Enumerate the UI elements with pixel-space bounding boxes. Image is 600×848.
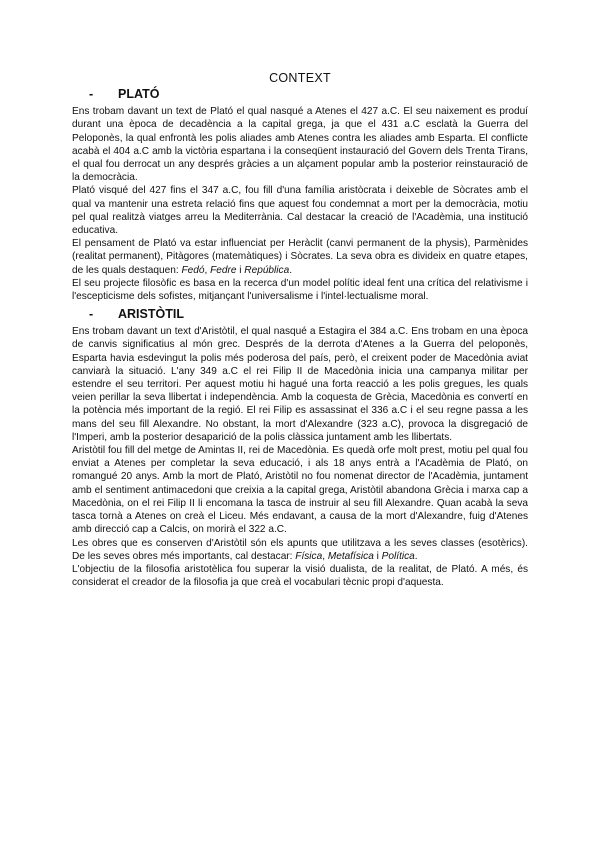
plato-paragraph-works [72,237,528,277]
separator: i [373,550,382,562]
work-title: República [244,264,290,276]
work-title: Metafísica [327,550,374,562]
plato-paragraph-project: El seu projecte filosòfic es basa en la recerca d'un model polític ideal fent una crítica del relativisme i l'escepticisme dels sofistes, mitjançant l'universalisme i l'intel·lectualisme moral. [72,277,528,303]
heading-bullet: - [89,307,94,322]
document-title: CONTEXT [269,71,331,85]
document-page [72,72,528,589]
works-intro: Les obres que es conserven d'Aristòtil són els apunts que utilitzava a les seves classes (esotèrics). De les seves obres més importants, cal destacar: [72,537,528,562]
work-title: Política [381,550,415,562]
heading-text: PLATÓ [118,87,160,102]
separator: . [289,264,292,276]
work-title: Física [295,550,323,562]
aristotle-paragraph-biography: Aristòtil fou fill del metge de Amintas II, rei de Macedònia. Es quedà orfe molt prest, motiu pel qual fou enviat a Atenes per completar la seva educació, i als 18 anys entrà a l'Acadèmia de Plató, on romangué 20 anys. Amb la mort de Plató, Aristòtil no fou nomenat director de l'Acadèmia, juntament amb el sentiment antimacedoni que creixia a la capital grega, Aristòtil abandona Grècia i marxa cap a Macedònia, on el rei Filip II li encomana la tasca de instruir al seu fill Alexandre. Quan acabà la seva tasca tornà a Atenes on creà el Liceu. Més endavant, a causa de la mort d'Alexandre, fuig d'Atenes amb direcció cap a Calcis, on morirà el 322 a.C. [72,445,528,536]
separator: i [236,264,245,276]
section-heading-plato [89,87,528,102]
heading-bullet: - [89,87,94,102]
work-title: Fedó [181,264,205,276]
aristotle-paragraph-works [72,537,528,563]
aristotle-paragraph-objective: L'objectiu de la filosofia aristotèlica fou superar la visió dualista, de la realitat, de Plató. A més, és considerat el creador de la filosofia ja que creà el vocabulari tècnic propi d'aquesta. [72,563,528,589]
section-heading-aristotle [89,307,528,322]
aristotle-paragraph-context: Ens trobam davant un text d'Aristòtil, el qual nasqué a Estagira el 384 a.C. Ens trobam en una època de canvis significatius al món grec. Després de la derrota d'Atenes a la Guerra del peloponès, Esparta havia esdevingut la polis més poderosa del país, però, el creixent poder de Macedònia aviat canviarà la situació. L'any 349 a.C el rei Filip II de Macedònia inicia una campanya militar per estendre el seu territori. Per aquest motiu hi hagué una forta reacció a les polis gregues, les quals veien perillar la seva llibertat i independència. Amb la coquesta de Grècia, Macedònia es convertí en la potència més important de la regió. El rei Filip es assassinat el 336 a.C i el seu regne passa a les mans del seu fill Alexandre. No obstant, la mort d'Alexandre (323 a.C), provoca la disgregació de l'Imperi, amb la posterior desaparició de la polis clàssica juntament amb les llibertats. [72,326,528,443]
works-intro: El pensament de Plató va estar influenciat per Heràclit (canvi permanent de la physis), Parmènides (realitat permanent), Pitàgores (matemàtiques) i Sòcrates. La seva obra es divideix en quatre etapes, de les quals destaquen: [72,238,528,276]
work-title: Fedre [210,264,237,276]
separator: , [204,264,211,276]
heading-text: ARISTÒTIL [118,307,184,322]
plato-paragraph-context: Ens trobam davant un text de Plató el qual nasqué a Atenes el 427 a.C. El seu naixement es produí durant una època de decadència a la capital grega, ja que el 431 a.C esclatà la Guerra del Peloponès, la qual enfrontà les polis aliades amb Atenes contra les aliades amb Esparta. El conflicte acabà el 404 a.C amb la victòria espartana i la conseqüent instauració del Govern dels Trenta Tirans, el qual fou derrocat un any després gràcies a un alçament popular amb la posterior reinstauració de la democràcia. [72,106,528,184]
separator: , [322,550,328,562]
separator: . [414,550,418,562]
plato-paragraph-biography: Plató visqué del 427 fins el 347 a.C, fou fill d'una família aristòcrata i deixeble de Sòcrates amb el qual va mantenir una estreta relació fins que aquest fou condemnat a mort per la democràcia, motiu pel qual realitzà viatges arreu la Mediterrània. Cal destacar la creació de l'Acadèmia, una institució educativa. [72,185,528,237]
